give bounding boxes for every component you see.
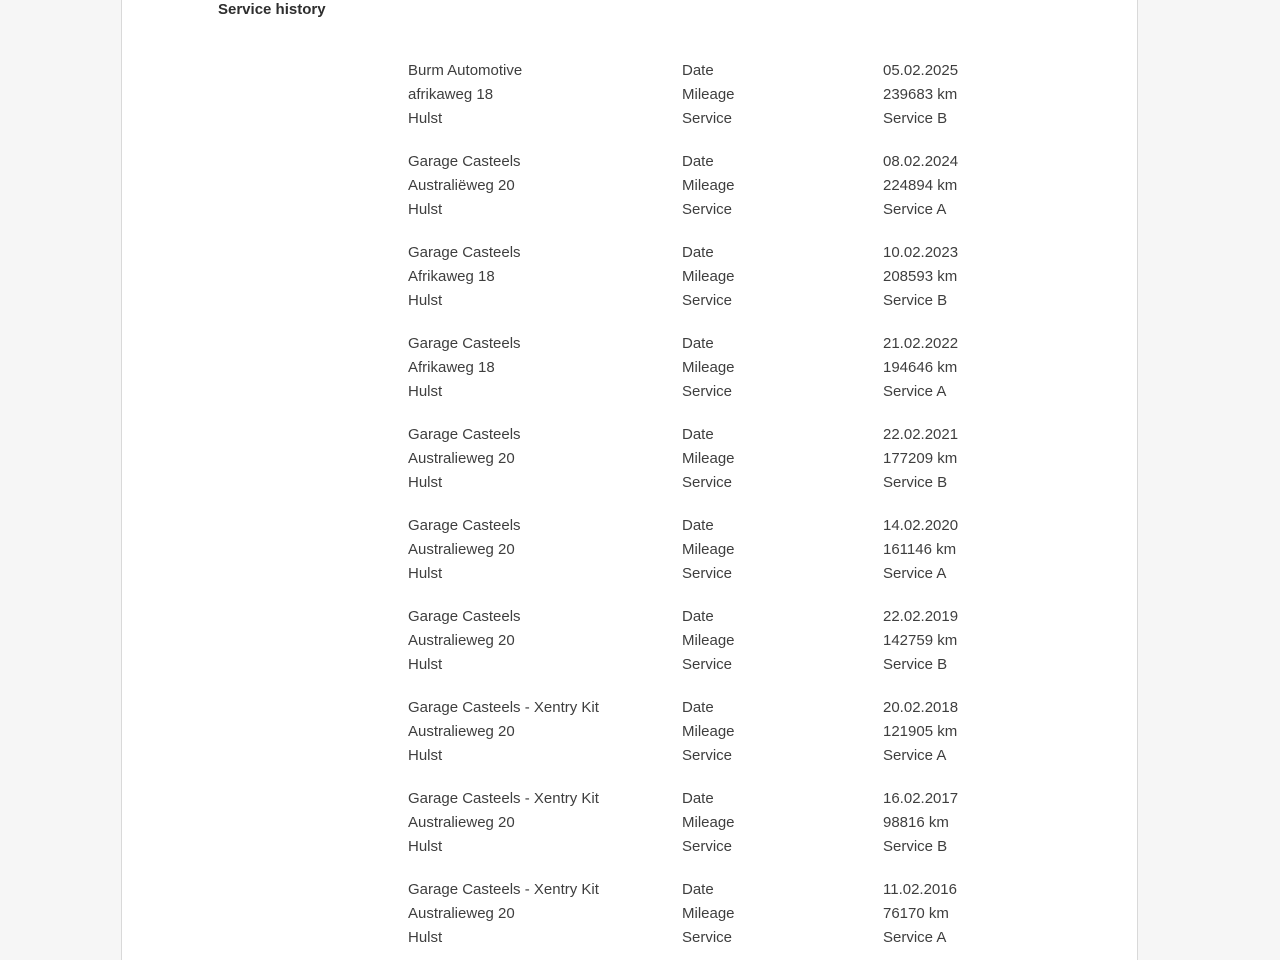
date-value: 16.02.2017 xyxy=(883,790,959,807)
garage-name: Garage Casteels - Xentry Kit xyxy=(408,881,599,898)
garage-street: Australiëweg 20 xyxy=(408,177,515,194)
date-label: Date xyxy=(682,881,714,898)
labels-column xyxy=(682,696,883,768)
garage-city: Hulst xyxy=(408,929,443,946)
garage-street: Afrikaweg 18 xyxy=(408,359,495,376)
date-value: 22.02.2021 xyxy=(883,426,959,443)
labels-column xyxy=(682,878,883,950)
mileage-value: 121905 km xyxy=(883,723,958,740)
date-label: Date xyxy=(682,426,714,443)
mileage-label: Mileage xyxy=(682,905,735,922)
garage-column xyxy=(408,514,682,586)
garage-city: Hulst xyxy=(408,292,443,309)
labels-column xyxy=(682,59,883,131)
service-value: Service B xyxy=(883,838,948,855)
garage-city: Hulst xyxy=(408,474,443,491)
date-label: Date xyxy=(682,699,714,716)
values-column xyxy=(883,514,1137,586)
date-label: Date xyxy=(682,62,714,79)
garage-street: Australieweg 20 xyxy=(408,632,515,649)
mileage-value: 161146 km xyxy=(883,541,957,558)
service-entry xyxy=(408,332,1137,404)
labels-column xyxy=(682,605,883,677)
date-label: Date xyxy=(682,608,714,625)
garage-name: Garage Casteels xyxy=(408,517,521,534)
date-value: 11.02.2016 xyxy=(883,881,957,898)
page-title: Service history xyxy=(218,1,326,18)
mileage-label: Mileage xyxy=(682,359,735,376)
service-label: Service xyxy=(682,292,733,309)
mileage-label: Mileage xyxy=(682,541,735,558)
labels-column xyxy=(682,241,883,313)
mileage-value: 208593 km xyxy=(883,268,958,285)
mileage-label: Mileage xyxy=(682,814,735,831)
service-entry xyxy=(408,150,1137,222)
values-column xyxy=(883,878,1137,950)
garage-name: Garage Casteels xyxy=(408,426,521,443)
garage-column xyxy=(408,332,682,404)
date-value: 20.02.2018 xyxy=(883,699,959,716)
date-value: 14.02.2020 xyxy=(883,517,959,534)
service-label: Service xyxy=(682,565,733,582)
service-label: Service xyxy=(682,656,733,673)
garage-name: Garage Casteels xyxy=(408,335,521,352)
garage-city: Hulst xyxy=(408,201,443,218)
service-entry xyxy=(408,605,1137,677)
garage-column xyxy=(408,605,682,677)
garage-city: Hulst xyxy=(408,747,443,764)
service-label: Service xyxy=(682,838,733,855)
service-entry xyxy=(408,423,1137,495)
garage-column xyxy=(408,878,682,950)
values-column xyxy=(883,332,1137,404)
content-panel xyxy=(121,0,1138,960)
garage-column xyxy=(408,787,682,859)
service-entry xyxy=(408,696,1137,768)
mileage-value: 224894 km xyxy=(883,177,958,194)
service-value: Service A xyxy=(883,201,947,218)
service-label: Service xyxy=(682,929,733,946)
mileage-value: 76170 km xyxy=(883,905,949,922)
date-value: 22.02.2019 xyxy=(883,608,959,625)
garage-column xyxy=(408,696,682,768)
mileage-value: 177209 km xyxy=(883,450,958,467)
service-value: Service A xyxy=(883,929,947,946)
date-value: 08.02.2024 xyxy=(883,153,959,170)
garage-name: Garage Casteels - Xentry Kit xyxy=(408,790,599,807)
service-label: Service xyxy=(682,383,733,400)
garage-street: Australieweg 20 xyxy=(408,905,515,922)
date-label: Date xyxy=(682,790,714,807)
service-value: Service B xyxy=(883,292,948,309)
mileage-label: Mileage xyxy=(682,268,735,285)
service-entry xyxy=(408,787,1137,859)
service-history-list xyxy=(408,59,1137,950)
labels-column xyxy=(682,423,883,495)
garage-city: Hulst xyxy=(408,565,443,582)
labels-column xyxy=(682,514,883,586)
date-label: Date xyxy=(682,335,714,352)
service-label: Service xyxy=(682,201,733,218)
service-entry xyxy=(408,514,1137,586)
values-column xyxy=(883,59,1137,131)
garage-city: Hulst xyxy=(408,838,443,855)
date-label: Date xyxy=(682,244,714,261)
garage-street: Afrikaweg 18 xyxy=(408,268,495,285)
service-value: Service A xyxy=(883,565,947,582)
mileage-value: 98816 km xyxy=(883,814,949,831)
date-value: 10.02.2023 xyxy=(883,244,959,261)
service-entry xyxy=(408,241,1137,313)
garage-column xyxy=(408,423,682,495)
service-value: Service B xyxy=(883,474,948,491)
garage-name: Garage Casteels xyxy=(408,153,521,170)
garage-name: Burm Automotive xyxy=(408,62,523,79)
mileage-label: Mileage xyxy=(682,86,735,103)
garage-column xyxy=(408,150,682,222)
service-entry xyxy=(408,59,1137,131)
garage-column xyxy=(408,241,682,313)
values-column xyxy=(883,150,1137,222)
mileage-label: Mileage xyxy=(682,723,735,740)
mileage-label: Mileage xyxy=(682,632,735,649)
mileage-value: 194646 km xyxy=(883,359,958,376)
date-label: Date xyxy=(682,517,714,534)
values-column xyxy=(883,423,1137,495)
service-label: Service xyxy=(682,110,733,127)
garage-city: Hulst xyxy=(408,656,443,673)
service-label: Service xyxy=(682,747,733,764)
mileage-label: Mileage xyxy=(682,177,735,194)
labels-column xyxy=(682,150,883,222)
values-column xyxy=(883,241,1137,313)
values-column xyxy=(883,787,1137,859)
garage-name: Garage Casteels xyxy=(408,244,521,261)
values-column xyxy=(883,696,1137,768)
garage-name: Garage Casteels - Xentry Kit xyxy=(408,699,599,716)
garage-column xyxy=(408,59,682,131)
labels-column xyxy=(682,787,883,859)
date-value: 05.02.2025 xyxy=(883,62,959,79)
garage-street: Australieweg 20 xyxy=(408,541,515,558)
garage-street: Australieweg 20 xyxy=(408,450,515,467)
service-value: Service A xyxy=(883,747,947,764)
service-label: Service xyxy=(682,474,733,491)
garage-street: Australieweg 20 xyxy=(408,814,515,831)
labels-column xyxy=(682,332,883,404)
garage-street: Australieweg 20 xyxy=(408,723,515,740)
mileage-label: Mileage xyxy=(682,450,735,467)
date-value: 21.02.2022 xyxy=(883,335,959,352)
garage-street: afrikaweg 18 xyxy=(408,86,494,103)
garage-city: Hulst xyxy=(408,383,443,400)
date-label: Date xyxy=(682,153,714,170)
service-value: Service A xyxy=(883,383,947,400)
mileage-value: 239683 km xyxy=(883,86,958,103)
values-column xyxy=(883,605,1137,677)
garage-city: Hulst xyxy=(408,110,443,127)
garage-name: Garage Casteels xyxy=(408,608,521,625)
service-entry xyxy=(408,878,1137,950)
service-value: Service B xyxy=(883,656,948,673)
service-value: Service B xyxy=(883,110,948,127)
mileage-value: 142759 km xyxy=(883,632,958,649)
